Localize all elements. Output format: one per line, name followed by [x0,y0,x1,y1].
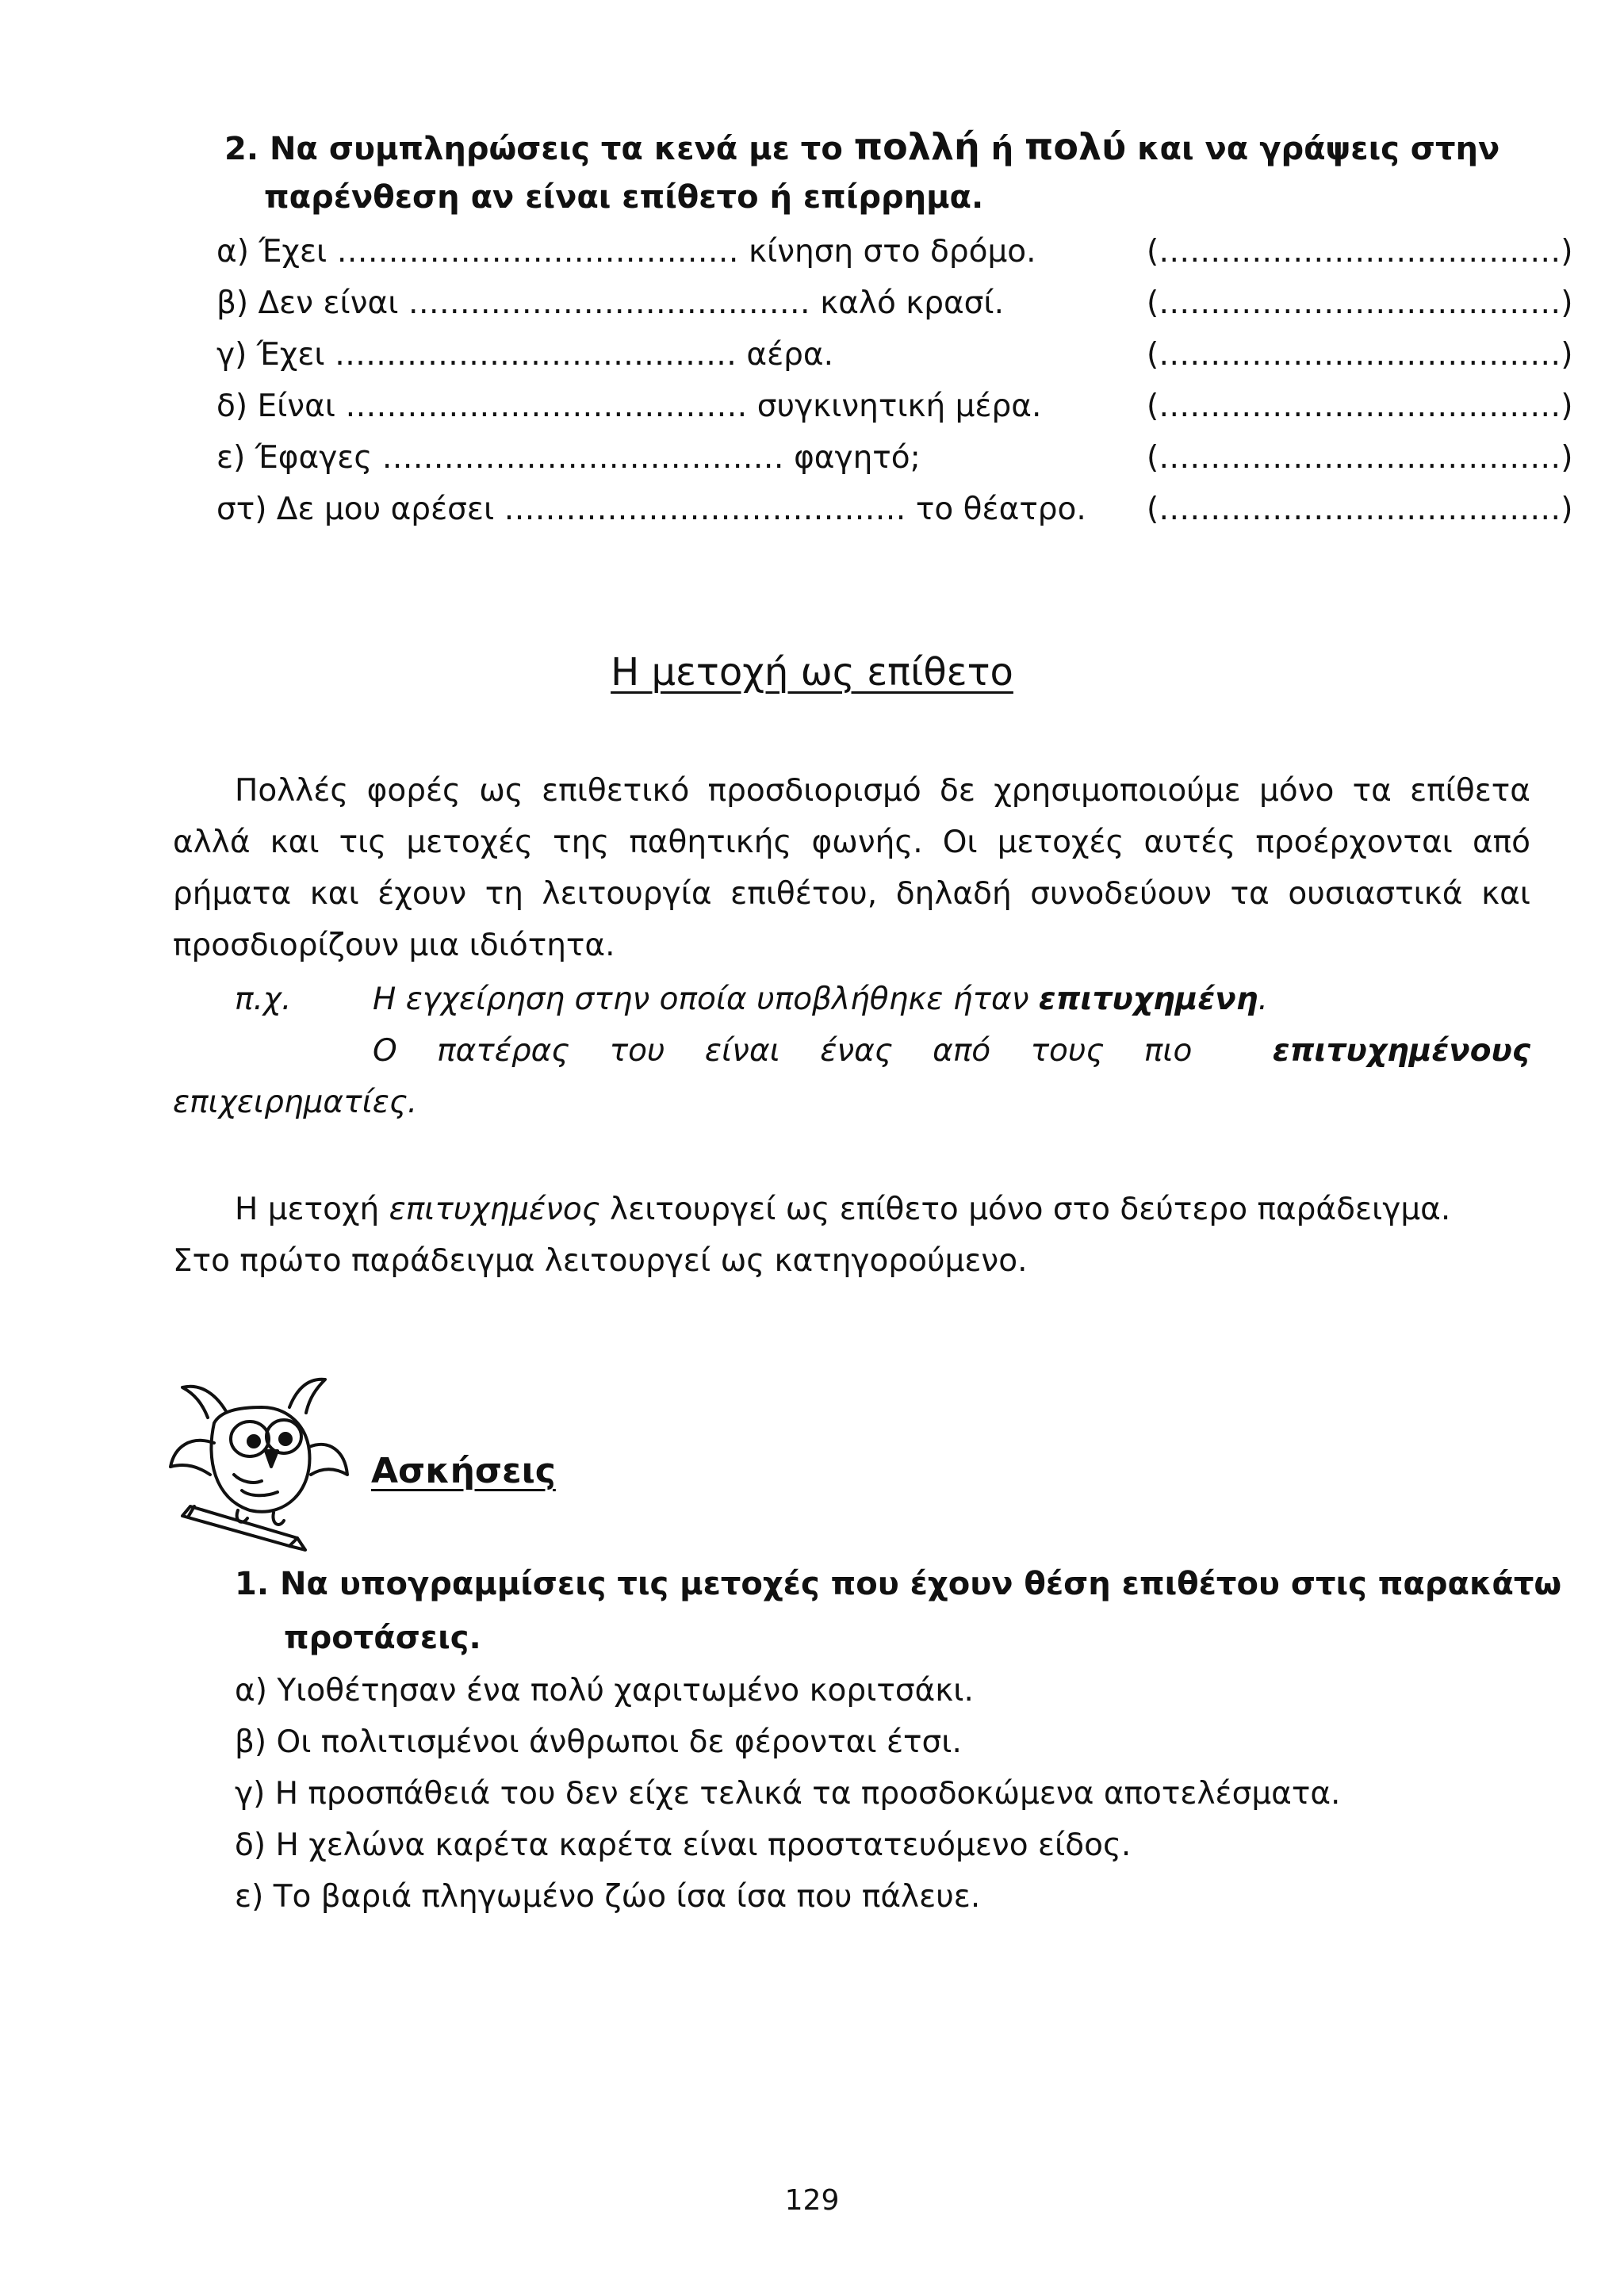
exercise-2-item-blank: (…………………………………) [1147,285,1573,321]
exercise-2-title-or: ή [979,131,1025,167]
paragraph-1-line: Πολλές φορές ως επιθετικό προσδιορισμό δε χρησιμοποιούμε μόνο τα επίθετα [235,773,1530,809]
exercises-heading: Ασκήσεις [371,1451,556,1491]
page-number: 129 [784,2184,840,2217]
example-label: π.χ. [235,982,292,1017]
exercise-1-item: δ) Η χελώνα καρέτα καρέτα είναι προστατευόμενο είδος. [235,1827,1132,1863]
example-2-bold: επιτυχημένους [1272,1033,1530,1069]
owl-with-pencil-icon [159,1348,357,1554]
exercise-2-item [216,440,1573,488]
exercise-1-title-line2: προτάσεις. [284,1620,481,1656]
paragraph-2-start: Η μετοχή [235,1192,389,1227]
example-1-end: . [1258,982,1268,1017]
exercise-2-item-blank: (…………………………………) [1147,234,1573,270]
exercise-2-item-blank: (…………………………………) [1147,492,1573,527]
exercise-2-item [216,234,1573,281]
exercise-2-title-line2: παρένθεση αν είναι επίθετο ή επίρρημα. [264,179,984,216]
exercise-2-item-text: β) Δεν είναι ………………………………… καλό κρασί. [216,285,1004,321]
paragraph-2-rest: λειτουργεί ως επίθετο μόνο στο δεύτερο παράδειγμα. [599,1192,1451,1227]
exercise-2-item [216,337,1573,385]
example-1 [373,982,1268,1017]
exercise-2-title-part2: και να γράψεις στην [1126,131,1500,167]
exercise-2-item-blank: (…………………………………) [1147,388,1573,424]
exercise-1-item: β) Οι πολιτισμένοι άνθρωποι δε φέρονται έτσι. [235,1724,962,1760]
exercise-2-item-text: στ) Δε μου αρέσει ………………………………… το θέατρο. [216,492,1086,527]
exercise-1-title: 1. Να υπογραμμίσεις τις μετοχές που έχουν θέση επιθέτου στις παρακάτω [235,1566,1562,1602]
example-2-text: Ο πατέρας του είναι ένας από τους πιο [373,1033,1193,1069]
exercise-2-item-text: ε) Έφαγες ………………………………… φαγητό; [216,440,921,476]
paragraph-2-italic: επιτυχημένος [389,1192,600,1227]
example-1-text: Η εγχείρηση στην οποία υποβλήθηκε ήταν [373,982,1039,1017]
section-heading: Η μετοχή ως επίθετο [611,650,1013,695]
exercise-2-item-text: δ) Είναι ………………………………… συγκινητική μέρα. [216,388,1042,424]
paragraph-1-line: ρήματα και έχουν τη λειτουργία επιθέτου, δηλαδή συνοδεύουν τα ουσιαστικά και [173,876,1530,912]
exercise-2-item-blank: (…………………………………) [1147,337,1573,373]
exercise-1-item: α) Υιοθέτησαν ένα πολύ χαριτωμένο κοριτσάκι. [235,1673,974,1709]
exercise-2-title [224,125,1500,168]
example-1-bold: επιτυχημένη [1038,982,1258,1017]
example-2-line2: επιχειρηματίες. [173,1085,418,1120]
example-2 [373,1033,1530,1069]
exercise-2-item-text: γ) Έχει ………………………………… αέρα. [216,337,834,373]
paragraph-1-line: προσδιορίζουν μια ιδιότητα. [173,928,615,963]
exercise-2-item [216,388,1573,436]
paragraph-1-line: αλλά και τις μετοχές της παθητικής φωνής. Οι μετοχές αυτές προέρχονται από [173,825,1530,860]
exercise-2-item [216,492,1573,539]
exercise-2-title-part1: 2. Να συμπληρώσεις τα κενά με το [224,131,854,167]
exercise-1-item: γ) Η προσπάθειά του δεν είχε τελικά τα προσδοκώμενα αποτελέσματα. [235,1776,1341,1812]
word-poly: πολύ [1025,125,1127,168]
exercise-2-item-text: α) Έχει ………………………………… κίνηση στο δρόμο. [216,234,1036,270]
paragraph-2-line [235,1192,1450,1227]
exercise-1-item: ε) Το βαριά πληγωμένο ζώο ίσα ίσα που πάλευε. [235,1879,981,1915]
paragraph-2-line2: Στο πρώτο παράδειγμα λειτουργεί ως κατηγορούμενο. [173,1243,1028,1279]
exercise-2-item [216,285,1573,333]
exercise-2-item-blank: (…………………………………) [1147,440,1573,476]
word-polli: πολλή [853,125,980,168]
